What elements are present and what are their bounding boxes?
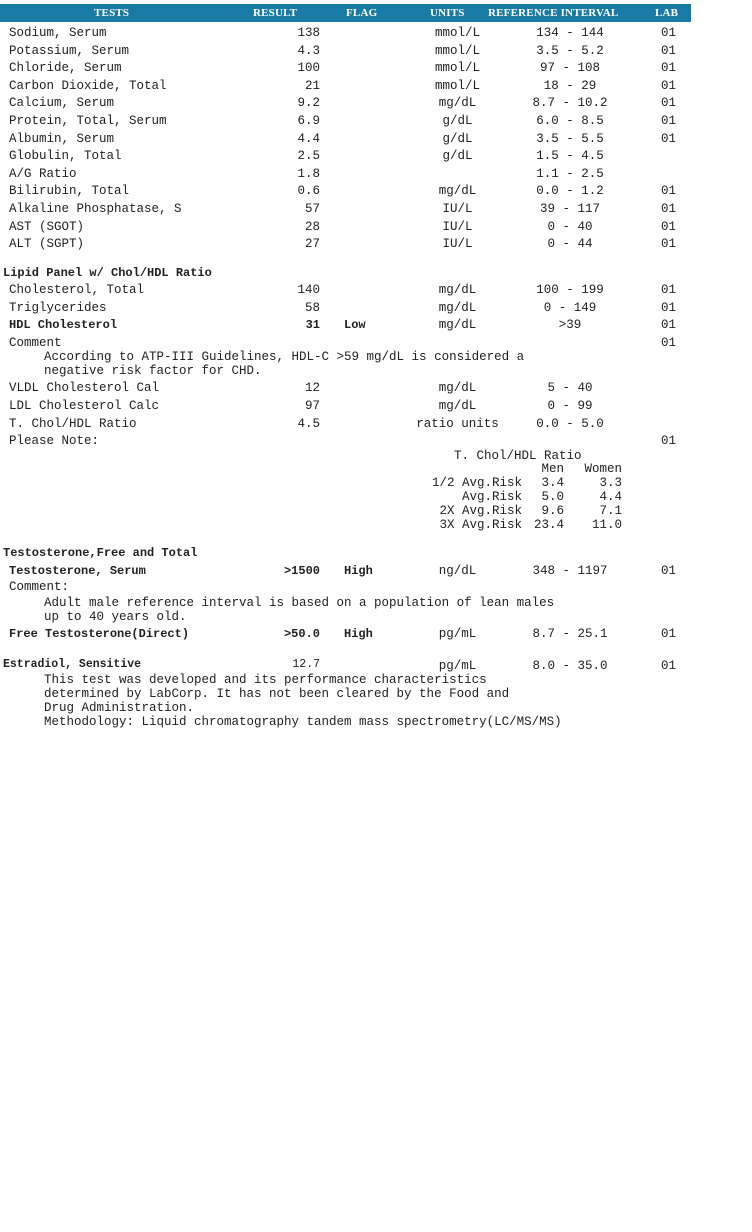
comment-line: Adult male reference interval is based on a population of lean males [44,596,555,610]
comment-label: Comment [9,336,62,350]
test-name: Protein, Total, Serum [9,114,167,128]
test-name: Alkaline Phosphatase, S [9,202,182,216]
risk-label: 1/2 Avg.Risk [431,476,522,490]
please-note-label: Please Note: [9,434,100,448]
test-name: Sodium, Serum [9,26,107,40]
test-name: Carbon Dioxide, Total [9,78,167,93]
test-reference: 18 - 29 [543,78,597,93]
test-units: ratio units [416,417,499,431]
please-note-lab: 01 [661,434,677,448]
flag-badge: High [344,564,373,578]
test-reference: 8.7 - 10.2 [532,96,608,111]
test-name: Cholesterol, Total [9,283,145,297]
test-reference: 8.7 - 25.1 [532,627,608,641]
test-lab: 01 [661,564,677,578]
test-result: 21 [304,78,320,93]
test-reference: 97 - 108 [539,61,600,76]
test-lab: 01 [661,78,677,93]
test-result: 6.9 [297,114,320,128]
test-result: 27 [304,237,320,252]
test-units: mg/dL [438,318,477,332]
test-result: 12 [304,381,320,395]
test-reference: 39 - 117 [539,202,600,216]
risk-women-value: 7.1 [599,504,622,518]
test-units: mg/dL [438,283,477,297]
risk-col-women: Women [584,462,622,476]
header-flag: FLAG [346,7,378,19]
test-reference: 6.0 - 8.5 [536,114,604,128]
test-units: IU/L [442,237,473,252]
test-name: T. Chol/HDL Ratio [9,417,137,431]
test-units: IU/L [442,219,473,234]
header-tests: TESTS [94,7,130,19]
risk-men-value: 5.0 [541,490,564,504]
test-lab: 01 [661,184,677,199]
header-result: RESULT [253,7,298,19]
risk-label: Avg.Risk [461,490,522,504]
test-lab: 01 [661,26,677,40]
test-units: mmol/L [434,61,480,76]
test-name: LDL Cholesterol Calc [9,399,160,413]
risk-women-value: 3.3 [599,476,622,490]
test-result: 31 [305,318,320,332]
test-name: Bilirubin, Total [9,184,130,199]
test-units: mmol/L [434,26,480,40]
risk-men-value: 3.4 [541,476,564,490]
risk-men-value: 9.6 [541,504,564,518]
header-reference-interval: REFERENCE INTERVAL [488,7,619,19]
test-result: 4.4 [297,131,320,146]
risk-col-men: Men [541,462,564,476]
test-reference: 348 - 1197 [532,564,608,578]
comment-line: up to 40 years old. [44,610,187,624]
test-result: 4.5 [297,417,320,431]
test-result: 57 [304,202,320,216]
test-units: IU/L [442,202,473,216]
risk-label: 2X Avg.Risk [439,504,522,518]
test-reference: 5 - 40 [547,381,593,395]
risk-women-value: 11.0 [591,518,622,532]
test-reference: 3.5 - 5.5 [536,131,604,146]
comment-lab: 01 [661,336,677,350]
test-lab: 01 [661,283,677,297]
test-result: 0.6 [297,184,320,199]
test-result: 140 [297,283,320,297]
test-lab: 01 [661,61,677,76]
test-result: 9.2 [297,96,320,111]
test-reference: 8.0 - 35.0 [532,659,608,673]
test-name: ALT (SGPT) [9,237,85,252]
test-reference: 134 - 144 [536,26,604,40]
flag-badge: High [344,627,373,641]
test-result: >1500 [283,564,320,578]
test-result: >50.0 [283,627,320,641]
test-result: 138 [297,26,320,40]
test-name: Chloride, Serum [9,61,122,76]
test-units: mg/dL [438,96,477,111]
test-lab: 01 [661,96,677,111]
test-units: g/dL [442,131,473,146]
test-reference: >39 [558,318,582,332]
test-units: pg/mL [438,659,477,673]
test-result: 1.8 [297,166,320,181]
test-name: AST (SGOT) [9,219,85,234]
testosterone-panel-title: Testosterone,Free and Total [3,546,198,560]
test-lab: 01 [661,114,677,128]
test-lab: 01 [661,659,677,673]
comment-line: According to ATP-III Guidelines, HDL-C >59 mg/dL is considered a [44,350,525,364]
test-result: 12.7 [292,658,320,671]
comment-line: negative risk factor for CHD. [44,364,262,378]
test-units: g/dL [442,149,473,164]
methodology-line: determined by LabCorp. It has not been cleared by the Food and [44,687,510,701]
risk-men-value: 23.4 [533,518,564,532]
test-reference: 1.1 - 2.5 [536,166,604,181]
test-name: Potassium, Serum [9,43,130,58]
test-reference: 0 - 44 [547,237,593,252]
test-name: Testosterone, Serum [9,564,146,578]
test-result: 2.5 [297,149,320,164]
test-lab: 01 [661,43,677,58]
test-lab: 01 [661,219,677,234]
test-result: 58 [304,301,320,315]
test-name: Calcium, Serum [9,96,115,111]
test-reference: 0.0 - 1.2 [536,184,604,199]
test-name: Estradiol, Sensitive [3,658,142,671]
test-result: 4.3 [297,43,320,58]
test-lab: 01 [661,237,677,252]
test-units: g/dL [442,114,473,128]
test-lab: 01 [661,131,677,146]
header-lab: LAB [655,7,679,19]
test-units: mg/dL [438,301,477,315]
test-units: mg/dL [438,381,477,395]
methodology-line: Methodology: Liquid chromatography tandem mass spectrometry(LC/MS/MS) [44,715,562,729]
test-units: ng/dL [438,564,477,578]
test-reference: 100 - 199 [536,283,604,297]
test-name: Free Testosterone(Direct) [9,627,190,641]
test-name: VLDL Cholesterol Cal [9,381,160,395]
risk-label: 3X Avg.Risk [439,518,522,532]
test-reference: 3.5 - 5.2 [536,43,604,58]
test-lab: 01 [661,202,677,216]
lipid-panel-title: Lipid Panel w/ Chol/HDL Ratio [3,266,212,280]
risk-women-value: 4.4 [599,490,622,504]
test-units: mg/dL [438,399,477,413]
test-reference: 0 - 99 [547,399,593,413]
test-lab: 01 [661,318,677,332]
test-reference: 0 - 149 [543,301,597,315]
test-units: mmol/L [434,78,480,93]
test-reference: 1.5 - 4.5 [536,149,604,164]
test-units: mmol/L [434,43,480,58]
comment-label: Comment: [9,580,70,594]
test-result: 100 [297,61,320,76]
flag-badge: Low [344,318,366,332]
test-reference: 0.0 - 5.0 [536,417,604,431]
test-lab: 01 [661,627,677,641]
test-name: HDL Cholesterol [9,318,118,332]
test-result: 97 [304,399,320,413]
header-units: UNITS [430,7,465,19]
test-lab: 01 [661,301,677,315]
test-name: Globulin, Total [9,149,122,164]
test-name: Albumin, Serum [9,131,115,146]
test-units: mg/dL [438,184,477,199]
methodology-line: Drug Administration. [44,701,195,715]
test-result: 28 [304,219,320,234]
test-reference: 0 - 40 [547,219,593,234]
methodology-line: This test was developed and its performance characteristics [44,673,487,687]
test-name: A/G Ratio [9,166,77,181]
test-units: pg/mL [438,627,477,641]
test-name: Triglycerides [9,301,107,315]
risk-table-title: T. Chol/HDL Ratio [454,449,582,463]
